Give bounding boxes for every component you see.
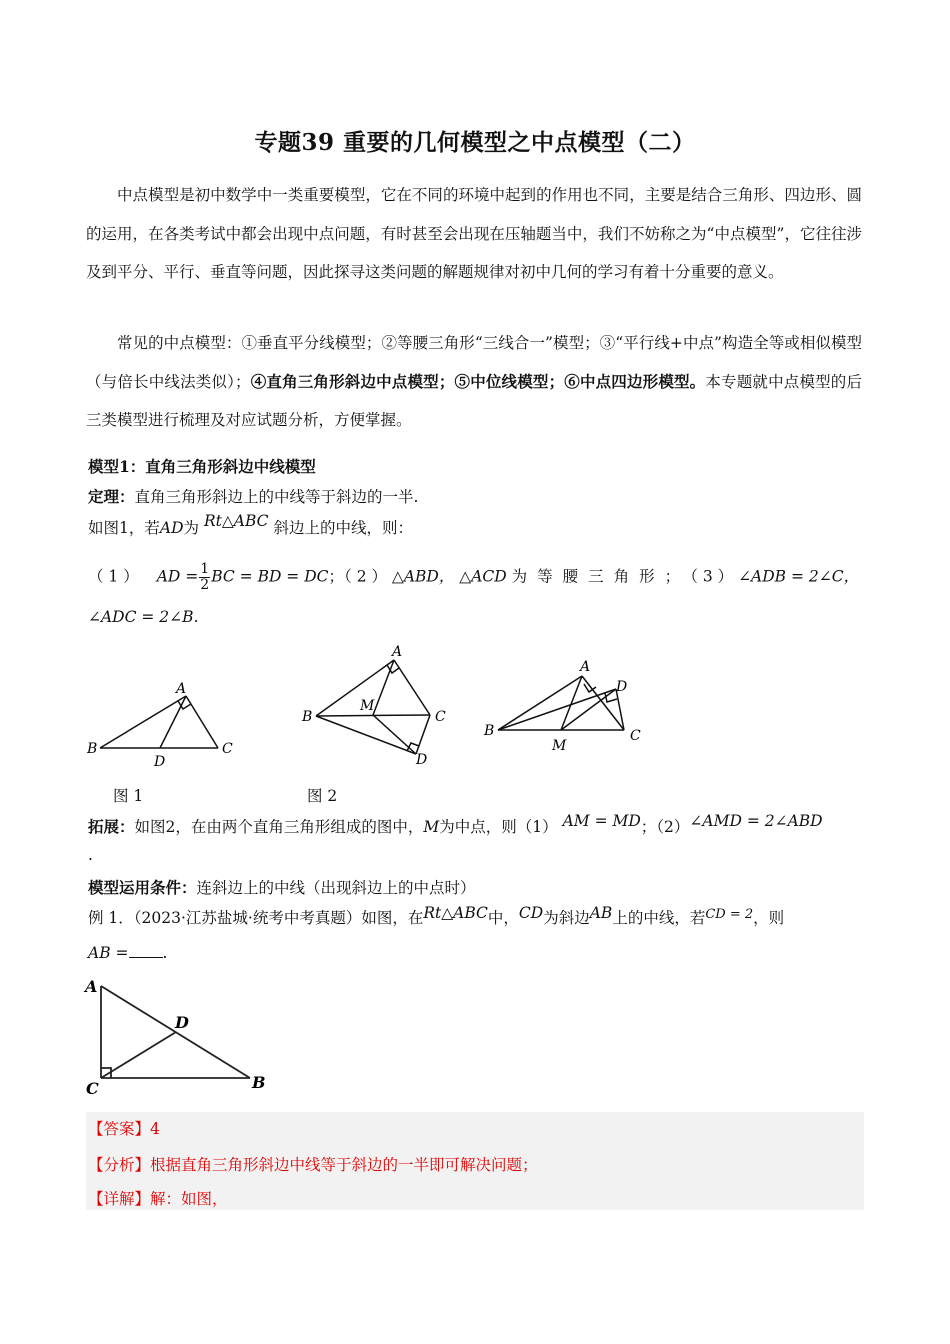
common-models-plain: 常见的中点模型：①垂直平分线模型；②等腰三角形“三线合一”模型；③“平行线+中点”构造全等或相似模型（与倍长中线法类似）； (86, 334, 862, 391)
ex1-mid2: 为斜边 (543, 909, 590, 927)
fig3-label-b: B (484, 723, 495, 739)
theorem-text: 直角三角形斜边上的中线等于斜边的一半. (134, 488, 419, 506)
cond-text: 连斜边上的中线（出现斜边上的中点时） (196, 879, 476, 897)
fig2-caption: 图 2 (307, 787, 338, 805)
fig1-label-a: A (176, 681, 187, 697)
answer-label: 【答案】 (88, 1120, 151, 1138)
analysis-line (88, 1153, 538, 1175)
fig2-side-dc (416, 715, 430, 754)
fig2-side-ac (394, 660, 430, 715)
c3-a: ∠ADB = 2∠C， (738, 567, 860, 586)
ex1-mid3: 上的中线，若 (612, 909, 706, 927)
common-models-tail: 本专题就中点模型的后三类模型进行梳理及对应试题分析，方便掌握。 (86, 372, 862, 429)
c3-label: （ 3 ） (690, 567, 734, 586)
c2-b: △ACD (459, 567, 507, 586)
ext-label: 拓展： (88, 817, 135, 836)
ex1-ask: AB = (88, 944, 129, 962)
theorem-line (88, 485, 418, 507)
example1-ask-line (88, 944, 167, 962)
cond-label: 模型运用条件： (88, 878, 197, 897)
fig3-side-ba (498, 676, 582, 730)
fig2-label-d: D (416, 752, 428, 768)
extension-line (88, 812, 823, 837)
common-models-paragraph (86, 324, 862, 440)
fig1-ad: AD (159, 519, 184, 537)
fig2-label-m: M (360, 698, 375, 714)
fig1-caption: 图 1 (113, 787, 144, 805)
ex1-cond: CD = 2 (705, 907, 754, 922)
fig2-side-ba (316, 660, 394, 716)
c2-label: ；（ 2 ） (328, 567, 387, 586)
c3-b: ∠ADC = 2∠B (88, 608, 194, 626)
fig3-label-m: M (552, 738, 567, 754)
ext-f2: ∠AMD = 2∠ABD (689, 812, 823, 830)
fraction-half (199, 562, 210, 593)
ext-f1: AM = MD (562, 812, 641, 830)
answer-value: 4 (150, 1120, 160, 1138)
detail-text: 解：如图， (150, 1190, 228, 1208)
fig1-wei: 为 (183, 519, 200, 537)
fig2-line-md (373, 715, 416, 754)
ex1-mid: 中， (487, 909, 519, 927)
fig1-label-d: D (154, 754, 166, 770)
detail-line (88, 1187, 228, 1209)
theorem-label: 定理： (88, 487, 135, 506)
c3-end: . (193, 608, 199, 626)
frac-den: 2 (200, 577, 210, 593)
c2-c: 为等腰三角形； (511, 567, 691, 586)
ex1-end: . (162, 944, 168, 962)
conclusions-line (88, 562, 859, 593)
fig3-side-bd (498, 689, 616, 730)
ex1-label-b: B (252, 1073, 266, 1092)
ex1-label-d: D (175, 1013, 189, 1032)
ex1-median-cd (101, 1032, 176, 1078)
figure-2 (298, 640, 458, 770)
analysis-label: 【分析】 (88, 1156, 151, 1174)
fig1-tail: 斜边上的中线，则： (273, 519, 413, 537)
figure-3 (482, 656, 652, 756)
detail-label: 【详解】 (88, 1190, 151, 1208)
ext-end: . (88, 846, 93, 864)
ext-text: 如图2，在由两个直角三角形组成的图中， (134, 818, 424, 836)
fig3-label-a: A (580, 659, 591, 675)
fig2-label-c: C (435, 709, 446, 725)
ext-m: M (423, 818, 440, 836)
ex1-label-c: C (86, 1079, 99, 1098)
analysis-text: 根据直角三角形斜边中线等于斜边的一半即可解决问题； (150, 1156, 538, 1174)
ext-mid: 为中点，则（1） (439, 818, 558, 836)
frac-num: 1 (200, 561, 210, 577)
model1-heading: 模型1：直角三角形斜边中线模型 (88, 457, 316, 476)
fig1-label-b: B (87, 741, 98, 757)
ext-sep: ；（2） (640, 818, 690, 836)
ex1-cd: CD (518, 904, 544, 922)
fig1-label-c: C (222, 741, 233, 757)
c1-rest: BC = BD = DC (211, 567, 329, 586)
ex1-label-a: A (85, 977, 98, 996)
answer-blank (129, 945, 163, 958)
example1-figure (82, 974, 272, 1100)
example1-line (88, 906, 784, 928)
conclusions-line-2 (88, 608, 199, 626)
page-title: 专题39 重要的几何模型之中点模型（二） (254, 129, 696, 156)
fig1-lead: 如图1，若 (88, 519, 160, 537)
fig3-label-d: D (616, 679, 628, 695)
fig3-label-c: C (630, 728, 641, 744)
fig1-lead-line (88, 512, 413, 538)
common-models-bold: ④直角三角形斜边中点模型；⑤中位线模型；⑥中点四边形模型。 (250, 371, 706, 391)
fig1-tri: Rt△ABC (203, 512, 269, 530)
fig2-label-b: B (302, 709, 313, 725)
c1-ad: AD = (156, 567, 199, 586)
condition-line (88, 876, 476, 898)
fig2-label-a: A (392, 644, 403, 660)
fig2-side-bd (316, 716, 416, 754)
ex1-prefix: 例 1．（2023·江苏盐城·统考中考真题）如图，在 (88, 909, 424, 927)
c1-label: （ 1 ） (88, 567, 139, 586)
intro-paragraph: 中点模型是初中数学中一类重要模型，它在不同的环境中起到的作用也不同，主要是结合三角形、四边形、圆的运用，在各类考试中都会出现中点问题，有时甚至会出现在压轴题当中，我们不妨称之为“中点模型”，它往往涉及到平分、平行、垂直等问题，因此探寻这类问题的解题规律对初中几何的学习有着十分重要的意义。 (86, 186, 862, 281)
ex1-tri: Rt△ABC (423, 904, 488, 922)
figure-1 (84, 676, 244, 776)
answer-line (88, 1117, 160, 1139)
ex1-ab: AB (589, 904, 613, 922)
ex1-mid4: ，则 (753, 909, 785, 927)
c2-a: △ABD， (391, 567, 455, 586)
